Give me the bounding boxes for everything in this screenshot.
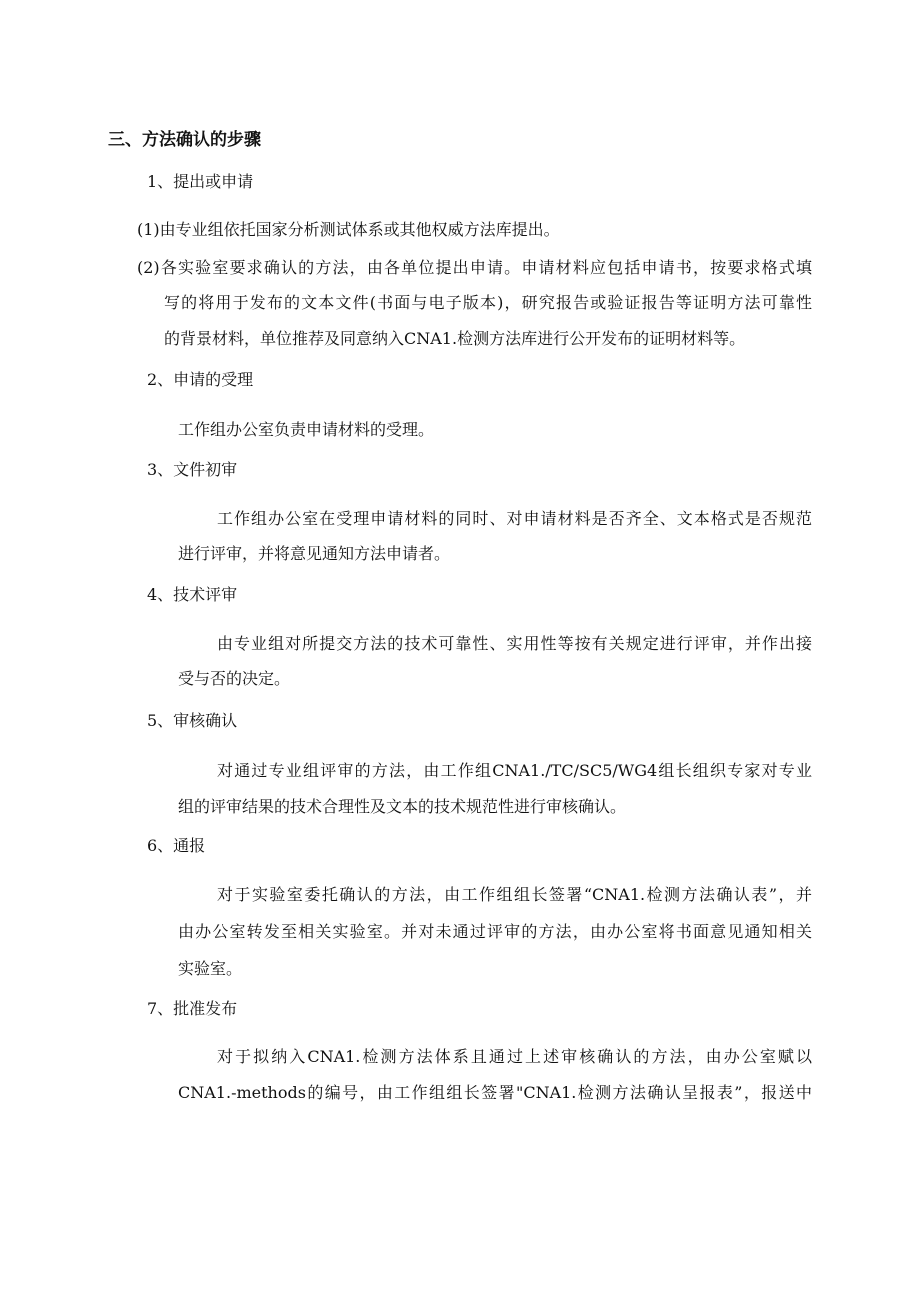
step-7-title: 7、批准发布 [147, 999, 238, 1018]
step-5-title: 5、审核确认 [147, 711, 238, 730]
step-6-title: 6、通报 [147, 836, 206, 855]
step-6-line-1: 对于实验室委托确认的方法，由工作组组长签署“CNA1.检测方法确认表”，并 [217, 885, 812, 904]
step-3-line-1: 工作组办公室在受理申请材料的同时、对申请材料是否齐全、文本格式是否规范 [217, 509, 812, 528]
section-title: 三、方法确认的步骤 [108, 130, 261, 150]
step-1-item-2-line-1: (2)各实验室要求确认的方法，由各单位提出申请。申请材料应包括申请书，按要求格式填 [137, 258, 812, 277]
step-1-item-1-line-1: (1)由专业组依托国家分析测试体系或其他权威方法库提出。 [137, 220, 560, 239]
step-7-line-1: 对于拟纳入CNA1.检测方法体系且通过上述审核确认的方法，由办公室赋以 [217, 1047, 812, 1066]
step-2-title: 2、申请的受理 [147, 370, 254, 389]
step-1-item-2-line-3: 的背景材料，单位推荐及同意纳入CNA1.检测方法库进行公开发布的证明材料等。 [164, 329, 746, 348]
step-4-line-2: 受与否的决定。 [178, 669, 291, 688]
step-6-line-2: 由办公室转发至相关实验室。并对未通过评审的方法，由办公室将书面意见通知相关 [178, 922, 812, 941]
step-4-line-1: 由专业组对所提交方法的技术可靠性、实用性等按有关规定进行评审，并作出接 [217, 634, 812, 653]
step-3-line-2: 进行评审，并将意见通知方法申请者。 [178, 544, 451, 563]
step-2-line-1: 工作组办公室负责申请材料的受理。 [178, 420, 435, 439]
step-6-line-3: 实验室。 [178, 959, 243, 978]
step-1-title: 1、提出或申请 [147, 172, 254, 191]
step-5-line-1: 对通过专业组评审的方法，由工作组CNA1./TC/SC5/WG4组长组织专家对专业 [217, 761, 812, 780]
step-7-line-2: CNA1.-methods的编号，由工作组组长签署"CNA1.检测方法确认呈报表”，报送中 [178, 1083, 812, 1102]
step-3-title: 3、文件初审 [147, 460, 238, 479]
step-1-item-2-line-2: 写的将用于发布的文本文件(书面与电子版本)，研究报告或验证报告等证明方法可靠性 [164, 293, 812, 312]
step-4-title: 4、技术评审 [147, 585, 238, 604]
step-5-line-2: 组的评审结果的技术合理性及文本的技术规范性进行审核确认。 [178, 797, 627, 816]
